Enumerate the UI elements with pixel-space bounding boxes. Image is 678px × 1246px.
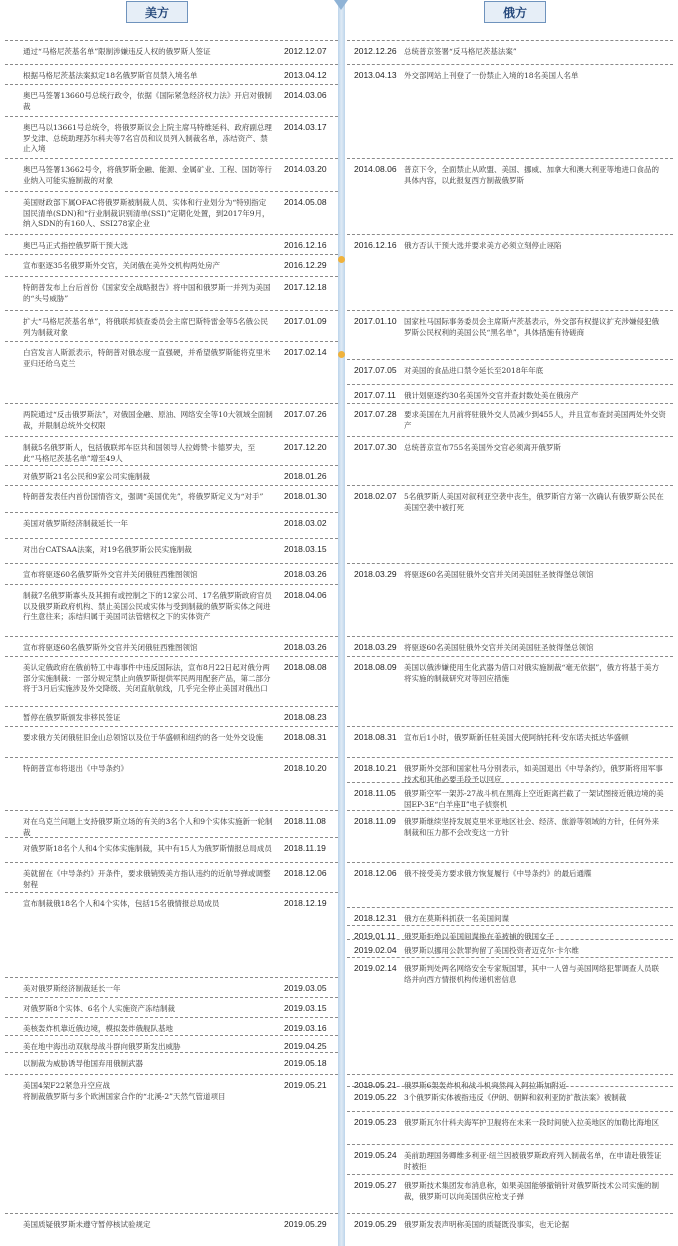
event-description: 俄罗斯拒绝以美国间谍换在美被捕的俄国女子 xyxy=(404,932,554,941)
us-event xyxy=(5,1213,338,1246)
event-date: 2019.05.29 xyxy=(284,1219,327,1229)
event-date: 2019.05.21 xyxy=(284,1080,327,1090)
event-description: 特朗普发布上台后首份《国家安全战略报告》将中国和俄罗斯一并列为美国的“头号威胁” xyxy=(23,283,271,303)
event-description: 俄罗斯发表声明称美国的质疑既没事实，也无论据 xyxy=(404,1220,569,1229)
event-date: 2012.12.07 xyxy=(284,46,327,56)
us-event xyxy=(5,465,338,485)
event-description: 要求美国在九月前将驻俄外交人员减少到455人，并且宣布查封美国两处外交资产 xyxy=(404,410,666,430)
event-description: 美在地中海出动双航母战斗群向俄罗斯发出威胁 xyxy=(23,1042,181,1051)
us-event xyxy=(5,485,338,512)
event-date: 2018.12.19 xyxy=(284,898,327,908)
event-date: 2019.05.22 xyxy=(354,1092,397,1102)
us-event xyxy=(5,726,338,757)
ru-event xyxy=(347,939,673,957)
us-event xyxy=(5,64,338,84)
us-event xyxy=(5,436,338,465)
event-description: 对俄罗斯21名公民和9家公司实施制裁 xyxy=(23,472,150,481)
event-description: 奥巴马签署13662号令，将俄罗斯金融、能源、金属矿业、工程、国防等行业纳入可能实施制裁的对象 xyxy=(23,165,272,185)
event-description: 白宫发言人斯派表示，特朗普对俄态度一直强硬，并希望俄罗斯能将克里米亚归还给乌克兰 xyxy=(23,348,271,368)
ru-event xyxy=(347,636,673,656)
event-description: 要求俄方关闭俄驻旧金山总领馆以及位于华盛顿和纽约的各一处外交设施 xyxy=(23,733,263,742)
event-description: 美国质疑俄罗斯未遵守暂停核试验规定 xyxy=(23,1220,151,1229)
event-description: 俄罗斯空军一架苏-27战斗机在黑海上空近距离拦截了一架试图接近俄边境的美国EP-3E“白羊座Ⅱ”电子侦察机 xyxy=(404,789,664,809)
ru-event xyxy=(347,563,673,636)
ru-event xyxy=(347,1144,673,1174)
event-date: 2017.01.10 xyxy=(354,316,397,326)
event-date: 2018.03.29 xyxy=(354,569,397,579)
timeline-arrow-head xyxy=(334,0,348,10)
event-date: 2018.10.20 xyxy=(284,763,327,773)
event-date: 2016.12.29 xyxy=(284,260,327,270)
event-date: 2018.11.05 xyxy=(354,788,396,798)
event-description: 美国以俄涉嫌使用生化武器为借口对俄实施制裁“毫无依据”，俄方将基于美方将实施的制裁研究对等回应措施 xyxy=(404,663,660,683)
ru-event xyxy=(347,384,673,403)
us-event xyxy=(5,1017,338,1035)
event-date: 2018.03.15 xyxy=(284,544,327,554)
event-description: 将驱逐60名美国驻俄外交官并关闭美国驻圣彼得堡总领馆 xyxy=(404,643,594,652)
event-description: 奥巴马签署13660号总统行政令，依据《国际紧急经济权力法》开启对俄制裁 xyxy=(23,91,272,111)
event-description: 宣布将驱逐60名俄罗斯外交官并关闭俄驻西雅图领馆 xyxy=(23,643,198,652)
event-date: 2018.02.07 xyxy=(354,491,397,501)
event-description: 俄罗斯外交部和国家杜马分别表示，如美国退出《中导条约》，俄罗斯将用军事技术和其他必要手段予以回应 xyxy=(404,764,663,784)
event-description: 对在乌克兰问题上支持俄罗斯立场的有关的3名个人和9个实体实施新一轮制裁 xyxy=(23,817,273,837)
ru-event xyxy=(347,485,673,563)
ru-event xyxy=(347,158,673,234)
us-event xyxy=(5,254,338,276)
event-date: 2014.05.08 xyxy=(284,197,327,207)
us-event xyxy=(5,892,338,977)
ru-event xyxy=(347,907,673,925)
event-date: 2018.10.21 xyxy=(354,763,397,773)
event-description: 美前助理国务卿维多利亚·纽兰因被俄罗斯政府列入制裁名单，在申请赴俄签证时被拒 xyxy=(404,1151,662,1171)
us-event xyxy=(5,234,338,254)
event-description: 对俄罗斯18名个人和4个实体实施制裁，其中有15人为俄罗斯情报总局成员 xyxy=(23,844,272,853)
ru-side-header: 俄方 xyxy=(484,1,546,23)
event-description: 外交部网站上刊登了一份禁止入境的18名美国人名单 xyxy=(404,71,579,80)
event-description: 俄罗斯6架轰炸机和战斗机突然闯入阿拉斯加附近 xyxy=(404,1081,567,1090)
event-date: 2013.04.13 xyxy=(354,70,397,80)
timeline-marker-dot xyxy=(338,256,345,263)
us-event xyxy=(5,40,338,64)
us-event xyxy=(5,862,338,892)
event-date: 2017.07.28 xyxy=(354,409,397,419)
event-date: 2014.03.06 xyxy=(284,90,327,100)
event-description: 国家杜马国际事务委员会主席斯卢茨基表示，外交部有权提议扩充涉嫌侵犯俄罗斯公民权利的美国公民“黑名单”，具体措施有待磋商 xyxy=(404,317,659,337)
ru-event xyxy=(347,40,673,64)
event-date: 2018.08.23 xyxy=(284,712,327,722)
event-date: 2018.01.30 xyxy=(284,491,327,501)
event-description: 对出台CATSAA法案，对19名俄罗斯公民实施制裁 xyxy=(23,545,192,554)
event-date: 2019.03.15 xyxy=(284,1003,327,1013)
event-date: 2014.08.06 xyxy=(354,164,397,174)
ru-event xyxy=(347,403,673,436)
event-description: 通过“马格尼茨基名单”限制涉嫌违反人权的俄罗斯人签证 xyxy=(23,47,211,56)
event-date: 2019.02.14 xyxy=(354,963,397,973)
ru-event xyxy=(347,782,673,810)
event-description: 俄计划驱逐约30名美国外交官并查封数处美在俄房产 xyxy=(404,391,579,400)
us-event xyxy=(5,158,338,191)
event-description: 俄罗斯判处两名网络安全专家叛国罪，其中一人曾与美国网络犯罪调查人员联络并向西方情报机构传递机密信息 xyxy=(404,964,659,984)
us-event xyxy=(5,84,338,116)
event-date: 2018.11.08 xyxy=(284,816,326,826)
ru-event xyxy=(347,1086,673,1111)
event-date: 2019.03.16 xyxy=(284,1023,327,1033)
event-description: 特朗普发表任内首份国情咨文，强调“美国优先”，将俄罗斯定义为“对手” xyxy=(23,492,264,501)
event-date: 2017.12.20 xyxy=(284,442,327,452)
event-date: 2018.12.06 xyxy=(284,868,327,878)
event-description: 美国对俄罗斯经济制裁延长一年 xyxy=(23,519,128,528)
timeline-marker-dot xyxy=(338,351,345,358)
event-description: 俄罗斯以挪用公款罪拘留了美国投资者迈克尔·卡尔维 xyxy=(404,946,579,955)
event-date: 2018.08.31 xyxy=(354,732,397,742)
event-description: 宣布制裁俄18名个人和4个实体，包括15名俄情报总局成员 xyxy=(23,899,220,908)
event-description: 制裁7名俄罗斯寡头及其拥有或控制之下的12家公司、17名俄罗斯政府官员以及俄罗斯政府机构、禁止美国公民或实体与受到制裁的俄罗斯实体之间进行生意往来；冻结归属于美国司法管辖权之下的实体资产 xyxy=(23,591,272,621)
us-event xyxy=(5,757,338,810)
event-date: 2017.02.14 xyxy=(284,347,327,357)
ru-event xyxy=(347,1074,673,1090)
event-date: 2017.01.09 xyxy=(284,316,327,326)
event-description: 美国财政部下属OFAC将俄罗斯被制裁人员、实体和行业划分为“特别指定国民清单(SDN)和“行业制裁识别清单(SSI)”定期化处置，到2017年9月，纳入SDN的有160人、SSI278家企业 xyxy=(23,198,270,228)
event-description: 奥巴马以13661号总统令，将俄罗斯议会上院主席马特维延科、政府副总理罗戈津、总统助理苏尔科夫等7名官员和议员列入制裁名单，冻结资产、禁止入境 xyxy=(23,123,272,153)
us-event xyxy=(5,636,338,656)
ru-event xyxy=(347,1111,673,1144)
event-date: 2017.07.05 xyxy=(354,365,397,375)
event-date: 2012.12.26 xyxy=(354,46,397,56)
event-date: 2018.08.08 xyxy=(284,662,327,672)
event-date: 2019.02.04 xyxy=(354,945,397,955)
event-date: 2016.12.16 xyxy=(354,240,397,250)
us-event xyxy=(5,563,338,584)
us-event xyxy=(5,1074,338,1213)
event-description: 美核轰炸机靠近俄边境，模拟轰炸俄舰队基地 xyxy=(23,1024,173,1033)
us-event xyxy=(5,191,338,234)
event-description: 根据马格尼茨基法案拟定18名俄罗斯官员禁入境名单 xyxy=(23,71,198,80)
event-description: 总统普京宣布755名美国外交官必须离开俄罗斯 xyxy=(404,443,561,452)
event-date: 2018.08.09 xyxy=(354,662,397,672)
ru-event xyxy=(347,310,673,359)
us-event xyxy=(5,276,338,310)
us-event xyxy=(5,584,338,636)
event-description: 总统普京签署“反马格尼茨基法案” xyxy=(404,47,517,56)
event-date: 2019.05.29 xyxy=(354,1219,397,1229)
event-date: 2019.03.05 xyxy=(284,983,327,993)
us-event xyxy=(5,538,338,563)
event-date: 2019.05.27 xyxy=(354,1180,397,1190)
event-description: 宣布将驱逐60名俄罗斯外交官并关闭俄驻西雅图领馆 xyxy=(23,570,198,579)
event-description: 奥巴马正式指控俄罗斯干预大选 xyxy=(23,241,128,250)
timeline-spine xyxy=(338,0,345,1246)
event-date: 2014.03.17 xyxy=(284,122,327,132)
event-date: 2018.03.29 xyxy=(354,642,397,652)
event-date: 2013.04.12 xyxy=(284,70,327,80)
event-description: 对俄罗斯8个实体、6名个人实施资产冻结制裁 xyxy=(23,1004,176,1013)
ru-event xyxy=(347,1174,673,1213)
event-description: 美就留在《中导条约》开条件，要求俄销毁美方指认违约的近航导弹或调整射程 xyxy=(23,869,271,889)
event-date: 2019.01.11 xyxy=(354,931,396,941)
event-description: 俄方否认干预大选并要求美方必须立刻停止诬陷 xyxy=(404,241,562,250)
ru-event xyxy=(347,656,673,726)
event-date: 2018.12.06 xyxy=(354,868,397,878)
event-description: 美对俄罗斯经济制裁延长一年 xyxy=(23,984,121,993)
event-description: 俄不接受美方要求俄方恢复履行《中导条约》的最后通牒 xyxy=(404,869,592,878)
event-date: 2018.11.09 xyxy=(354,816,396,826)
event-date: 2018.01.26 xyxy=(284,471,327,481)
us-event xyxy=(5,341,338,403)
event-description: 以制裁为威胁诱导他国弃用俄制武器 xyxy=(23,1059,143,1068)
event-description: 特朗普宣布将退出《中导条约》 xyxy=(23,764,128,773)
ru-event xyxy=(347,1213,673,1246)
ru-event xyxy=(347,757,673,782)
event-date: 2018.04.06 xyxy=(284,590,327,600)
event-description: 制裁5名俄罗斯人，包括俄联邦车臣共和国领导人拉姆赞·卡德罗夫，至此“马格尼茨基名单”增至49人 xyxy=(23,443,256,463)
us-event xyxy=(5,310,338,341)
us-side-header: 美方 xyxy=(126,1,188,23)
event-description: 将驱逐60名美国驻俄外交官并关闭美国驻圣彼得堡总领馆 xyxy=(404,570,594,579)
ru-event xyxy=(347,436,673,485)
event-date: 2017.07.30 xyxy=(354,442,397,452)
ru-event xyxy=(347,359,673,384)
event-date: 2019.04.25 xyxy=(284,1041,327,1051)
ru-event xyxy=(347,64,673,158)
us-event xyxy=(5,1052,338,1074)
us-event xyxy=(5,116,338,158)
event-description: 俄方在莫斯科抓获一名美国间谍 xyxy=(404,914,509,923)
event-date: 2019.05.23 xyxy=(354,1117,397,1127)
event-date: 2018.03.26 xyxy=(284,569,327,579)
event-description: 5名俄罗斯人美国对叙利亚空袭中丧生，俄罗斯官方第一次确认有俄罗斯公民在美国空袭中被打死 xyxy=(404,492,664,512)
ru-event xyxy=(347,925,673,939)
us-event xyxy=(5,997,338,1017)
us-event xyxy=(5,977,338,997)
event-description: 俄罗斯继续坚持发展克里米亚地区社会、经济、旅游等领域的方针，任何外来制裁和压力都不会改变这一方针 xyxy=(404,817,659,837)
event-description: 俄罗斯瓦尔什科夫海军护卫舰将在未来一段时间驶入拉美地区的加勒比海地区 xyxy=(404,1118,659,1127)
event-description: 美认定俄政府在俄前特工中毒事件中违反国际法，宣布8月22日起对俄分两部分实施制裁：一部分规定禁止向俄罗斯提供军民两用配套产品，第二部分将于3月后实施涉及外交降级、关闭直航航线，几乎完全停止美国对俄出口 xyxy=(23,663,271,693)
event-date: 2018.08.31 xyxy=(284,732,327,742)
us-event xyxy=(5,1035,338,1052)
ru-event xyxy=(347,234,673,310)
event-description: 美国4架F22紧急升空应战 将制裁俄罗斯与多个欧洲国家合作的“北溪-2”天然气管道项目 xyxy=(23,1081,226,1101)
ru-event xyxy=(347,726,673,757)
event-date: 2018.11.19 xyxy=(284,843,326,853)
event-description: 暂停在俄罗斯颁发非移民签证 xyxy=(23,713,121,722)
event-description: 3个俄罗斯实体被指违反《伊朗、朝鲜和叙利亚防扩散法案》被制裁 xyxy=(404,1093,627,1102)
us-event xyxy=(5,837,338,862)
event-date: 2018.03.02 xyxy=(284,518,327,528)
event-description: 俄罗斯技术集团发布消息称，如果美国能够撤销针对俄罗斯技术公司实施的制裁，俄罗斯可以向美国供应枪支子弹 xyxy=(404,1181,659,1201)
event-description: 普京下令，全面禁止从欧盟、美国、挪威、加拿大和澳大利亚等地进口食品的具体内容，以此报复西方制裁俄罗斯 xyxy=(404,165,659,185)
event-date: 2014.03.20 xyxy=(284,164,327,174)
us-event xyxy=(5,810,338,837)
event-description: 对美国的食品进口禁令延长至2018年年底 xyxy=(404,366,544,375)
ru-event xyxy=(347,862,673,907)
us-event xyxy=(5,512,338,538)
event-date: 2017.12.18 xyxy=(284,282,327,292)
event-date: 2018.12.31 xyxy=(354,913,397,923)
us-event xyxy=(5,706,338,726)
event-date: 2016.12.16 xyxy=(284,240,327,250)
event-date: 2019.05.18 xyxy=(284,1058,327,1068)
event-description: 宣布驱逐35名俄罗斯外交官，关闭俄在美外交机构两处房产 xyxy=(23,261,221,270)
event-date: 2017.07.11 xyxy=(354,390,396,400)
event-date: 2019.05.21 xyxy=(354,1080,397,1090)
event-description: 宣布后1小时，俄罗斯新任驻美国大使阿纳托利·安东诺夫抵达华盛顿 xyxy=(404,733,629,742)
us-event xyxy=(5,656,338,706)
ru-event xyxy=(347,810,673,862)
event-description: 扩大“马格尼茨基名单”，将俄联邦侦查委员会主席巴斯特雷金等5名俄公民列为制裁对象 xyxy=(23,317,268,337)
event-date: 2017.07.26 xyxy=(284,409,327,419)
event-date: 2018.03.26 xyxy=(284,642,327,652)
us-event xyxy=(5,403,338,436)
event-description: 两院通过“反击俄罗斯法”，对俄国金融、原油、网络安全等10大领域全面制裁，并限制总统外交权限 xyxy=(23,410,273,430)
event-date: 2019.05.24 xyxy=(354,1150,397,1160)
ru-event xyxy=(347,957,673,1074)
